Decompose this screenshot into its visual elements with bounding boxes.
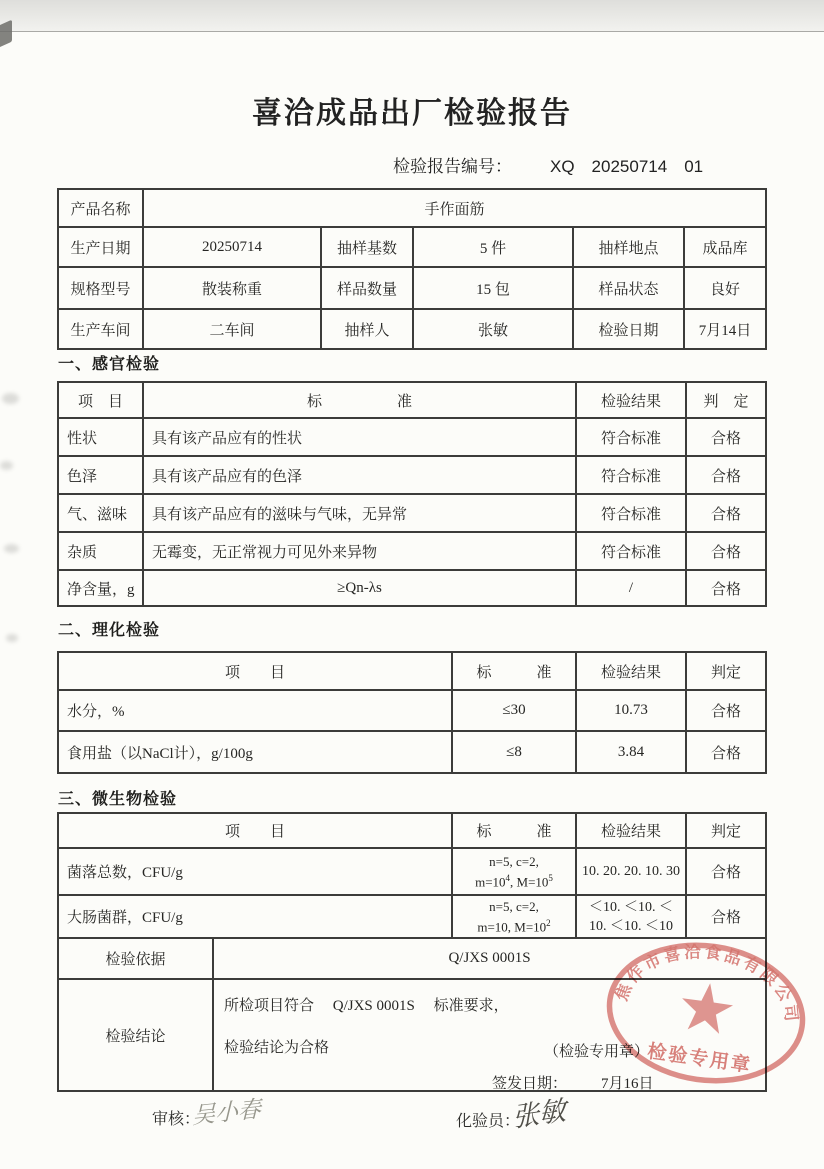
column-header-item: 项 目	[58, 382, 143, 418]
product-name-label: 产品名称	[58, 189, 143, 227]
basis-label: 检验依据	[58, 938, 213, 979]
table-row	[58, 895, 766, 938]
tester-label: 化验员：	[456, 1113, 521, 1130]
item-cell: 食用盐（以NaCl计），g/100g	[58, 731, 452, 773]
standard-line2: m=10	[475, 874, 506, 890]
item-cell: 大肠菌群，CFU/g	[58, 895, 452, 938]
section-3-heading: 三、微生物检验	[58, 791, 178, 808]
review-signature: 吴小春	[192, 1096, 261, 1130]
product-name-value: 手作面筋	[143, 189, 766, 227]
report-number-label: 检验报告编号：	[393, 157, 512, 176]
column-header-judge: 判 定	[686, 382, 766, 418]
column-header-item: 项 目	[58, 813, 452, 848]
standard-line2: , M=10	[507, 919, 547, 935]
stamp-caption-text: 检验专用章	[646, 1041, 753, 1077]
table-row	[58, 382, 766, 418]
column-header-standard: 标 准	[452, 813, 576, 848]
standard-line2: m=10	[477, 919, 508, 935]
standard-line1: n=5, c=2,	[489, 853, 539, 869]
item-cell: 水分，%	[58, 690, 452, 731]
column-header-judge: 判定	[686, 813, 766, 848]
info-value: 20250714	[143, 227, 321, 267]
table-row	[58, 267, 766, 309]
item-cell: 净含量，g	[58, 570, 143, 606]
item-cell: 菌落总数，CFU/g	[58, 848, 452, 895]
standard-sup: 2	[546, 917, 551, 928]
table-row	[58, 309, 766, 349]
info-value: 成品库	[684, 227, 766, 267]
standard-cell: ≥Qn-λs	[143, 570, 576, 606]
info-label: 抽样地点	[573, 227, 684, 267]
physchem-table	[57, 651, 767, 774]
table-row	[58, 532, 766, 570]
standard-sup: 5	[548, 872, 553, 883]
table-row	[58, 848, 766, 895]
judge-cell: 合格	[686, 731, 766, 773]
judge-cell: 合格	[686, 848, 766, 895]
item-cell: 气、滋味	[58, 494, 143, 532]
info-label: 样品数量	[321, 267, 413, 309]
column-header-item: 项 目	[58, 652, 452, 690]
standard-cell: ≤8	[452, 731, 576, 773]
info-value: 散装称重	[143, 267, 321, 309]
sensory-table	[57, 381, 767, 607]
page-title: 喜洽成品出厂检验报告	[252, 97, 572, 130]
column-header-standard: 标 准	[452, 652, 576, 690]
standard-cell: 无霉变，无正常视力可见外来异物	[143, 532, 576, 570]
standard-line2: , M=10	[510, 874, 549, 890]
standard-sup: 4	[505, 872, 511, 883]
standard-cell: 具有该产品应有的滋味与气味，无异常	[143, 494, 576, 532]
scan-corner-mark	[0, 20, 12, 49]
scan-smudge	[0, 461, 13, 470]
result-cell: 符合标准	[576, 532, 686, 570]
scan-edge-top	[0, 0, 824, 32]
info-value: 二车间	[143, 309, 321, 349]
info-label: 样品状态	[573, 267, 684, 309]
seal-note: （检验专用章）	[544, 1044, 650, 1060]
item-cell: 色泽	[58, 456, 143, 494]
column-header-result: 检验结果	[576, 382, 686, 418]
info-label: 生产日期	[58, 227, 143, 267]
table-row	[58, 690, 766, 731]
stamp-company-text: 焦作市喜洽食品有限公司	[612, 943, 801, 1026]
standard-cell: 具有该产品应有的性状	[143, 418, 576, 456]
tester-signature: 张敏	[511, 1095, 568, 1134]
judge-cell: 合格	[686, 418, 766, 456]
item-cell: 性状	[58, 418, 143, 456]
star-icon	[678, 980, 736, 1035]
info-label: 抽样人	[321, 309, 413, 349]
info-value: 良好	[684, 267, 766, 309]
issue-date-value: 7月16日	[601, 1076, 654, 1091]
result-cell: 符合标准	[576, 494, 686, 532]
table-row	[58, 813, 766, 848]
table-row	[58, 227, 766, 267]
column-header-result: 检验结果	[576, 652, 686, 690]
basis-value: Q/JXS 0001S	[213, 938, 766, 979]
standard-line1: n=5, c=2,	[489, 898, 539, 914]
review-label: 审核：	[152, 1111, 201, 1128]
report-number-value: XQ 20250714 01	[550, 157, 704, 176]
result-line2: 10. ＜10. ＜10	[589, 918, 673, 934]
column-header-result: 检验结果	[576, 813, 686, 848]
result-cell: 符合标准	[576, 418, 686, 456]
conclusion-line1: 所检项目符合 Q/JXS 0001S 标准要求，	[224, 998, 509, 1014]
table-row	[58, 570, 766, 606]
result-cell: 3.84	[576, 731, 686, 773]
info-value: 7月14日	[684, 309, 766, 349]
standard-cell	[452, 848, 576, 895]
result-cell: /	[576, 570, 686, 606]
report-number	[393, 152, 703, 177]
info-table	[57, 188, 767, 350]
judge-cell: 合格	[686, 456, 766, 494]
column-header-judge: 判定	[686, 652, 766, 690]
result-line1: 10. 20. 20. 10. 30	[582, 863, 680, 879]
judge-cell: 合格	[686, 690, 766, 731]
judge-cell: 合格	[686, 494, 766, 532]
table-row	[58, 456, 766, 494]
standard-cell	[452, 895, 576, 938]
result-line1: ＜10. ＜10. ＜	[589, 899, 673, 915]
section-2-heading: 二、理化检验	[58, 622, 161, 639]
item-cell: 杂质	[58, 532, 143, 570]
table-row	[58, 731, 766, 773]
result-cell	[576, 895, 686, 938]
info-value: 15 包	[413, 267, 573, 309]
info-label: 生产车间	[58, 309, 143, 349]
result-cell: 10.73	[576, 690, 686, 731]
column-header-standard: 标 准	[143, 382, 576, 418]
table-row	[58, 418, 766, 456]
result-cell: 符合标准	[576, 456, 686, 494]
info-label: 检验日期	[573, 309, 684, 349]
scan-smudge	[4, 544, 19, 553]
table-row	[58, 494, 766, 532]
conclusion-label: 检验结论	[58, 979, 213, 1091]
micro-table	[57, 812, 767, 939]
info-label: 规格型号	[58, 267, 143, 309]
scan-smudge	[6, 634, 18, 642]
section-1-heading: 一、感官检验	[58, 356, 161, 373]
scan-smudge	[2, 393, 19, 404]
conclusion-line2: 检验结论为合格	[224, 1040, 330, 1056]
standard-cell: 具有该产品应有的色泽	[143, 456, 576, 494]
issue-date-label: 签发日期：	[492, 1076, 568, 1091]
judge-cell: 合格	[686, 532, 766, 570]
judge-cell: 合格	[686, 570, 766, 606]
info-label: 抽样基数	[321, 227, 413, 267]
info-value: 张敏	[413, 309, 573, 349]
inspection-stamp	[593, 933, 823, 1098]
info-value: 5 件	[413, 227, 573, 267]
result-cell	[576, 848, 686, 895]
judge-cell: 合格	[686, 895, 766, 938]
table-row	[58, 189, 766, 227]
table-row	[58, 652, 766, 690]
standard-cell: ≤30	[452, 690, 576, 731]
